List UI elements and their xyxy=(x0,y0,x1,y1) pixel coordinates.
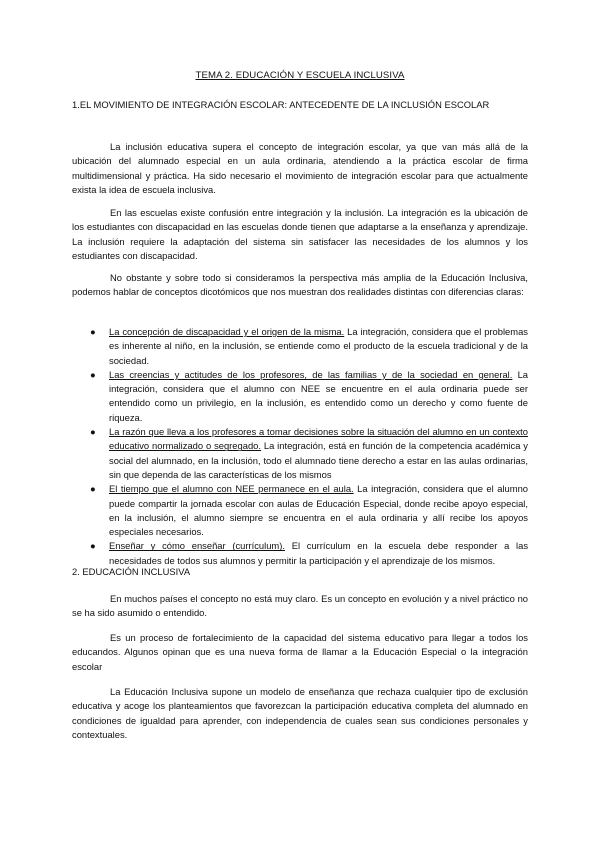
section-2-paragraph-3: La Educación Inclusiva supone un modelo de enseñanza que rechaza cualquier tipo de exclusión educativa y acoge los planteamientos que favorezcan la participación educativa completa del alumnado en condiciones de igualdad para aprender, con independencia de cuales sean sus condiciones personales y contextuales. xyxy=(72,686,528,740)
list-item xyxy=(72,325,528,368)
list-item-text: La integración, considera que el alumno con NEE se encuentre en el aula ordinaria puede ser entendido como un privilegio, en la inclusión, es entendido como un derecho y como fuente de riqueza. xyxy=(109,368,528,423)
list-item-lead: Las creencias y actitudes de los profesores, de las familias y de la sociedad en general. xyxy=(109,368,513,380)
section-2-paragraph-1: En muchos países el concepto no está muy claro. Es un concepto en evolución y a nivel práctico no se ha sido asumido o entendido. xyxy=(72,593,528,619)
section-1-heading: 1.EL MOVIMIENTO DE INTEGRACIÓN ESCOLAR: ANTECEDENTE DE LA INCLUSIÓN ESCOLAR xyxy=(72,99,490,110)
list-item xyxy=(72,425,528,482)
section-2-heading: 2. EDUCACIÓN INCLUSIVA xyxy=(72,566,191,577)
bullet-icon: ● xyxy=(90,426,96,438)
list-item-text: El currículum en la escuela debe responder a las necesidades de todos sus alumnos y permitir la participación y el aprendizaje de los mismos. xyxy=(109,540,529,566)
list-item xyxy=(72,539,528,568)
bullet-icon: ● xyxy=(90,326,96,337)
bullet-icon: ● xyxy=(90,483,96,495)
document-title: TEMA 2. EDUCACIÓN Y ESCUELA INCLUSIVA xyxy=(195,70,405,81)
list-item xyxy=(72,368,528,425)
list-item-lead: La concepción de discapacidad y el origen de la misma. xyxy=(109,326,345,337)
bullet-icon: ● xyxy=(90,540,96,552)
list-item-text: La integración, considera que el alumno puede compartir la jornada escolar con aulas de Educación Especial, donde recibe apoyo especial, en la inclusión, el alumno siempre se encuentra en el aula ordinaria y allí recibe los apoyos especiales necesarios. xyxy=(109,483,528,538)
list-item-text: La integración, está en función de la competencia académica y social del alumnado, en la inclusión, todo el alumnado tiene derecho a estar en las aulas ordinarias, sin que dependa de las características de los mismos xyxy=(109,440,528,480)
list-item-lead: El tiempo que el alumno con NEE permanece en el aula. xyxy=(109,483,354,495)
list-item-lead: Enseñar y cómo enseñar (currículum). xyxy=(109,540,285,552)
section-2-paragraph-2: Es un proceso de fortalecimiento de la capacidad del sistema educativo para llegar a todos los educandos. Algunos opinan que es una nueva forma de llamar a la Educación Especial o la integración escolar xyxy=(72,632,528,672)
section-1-paragraph-1: La inclusión educativa supera el concepto de integración escolar, ya que van más allá de la ubicación del alumnado especial en un aula ordinaria, atendiendo a la práctica escolar de firma multidimensional y práctica. Ha sido necesario el movimiento de integración escolar para que actualmente exista la idea de escuela inclusiva. xyxy=(72,141,528,195)
list-item xyxy=(72,482,528,539)
differences-list xyxy=(72,325,528,568)
section-1-paragraph-3: No obstante y sobre todo si consideramos la perspectiva más amplia de la Educación Inclusiva, podemos hablar de conceptos dicotómicos que nos muestran dos realidades distintas con diferencias claras: xyxy=(72,272,528,298)
section-1-paragraph-2: En las escuelas existe confusión entre integración y la inclusión. La integración es la ubicación de los estudiantes con discapacidad en las escuelas donde tienen que adaptarse a la enseñanza y aprendizaje. La inclusión requiere la adaptación del sistema sin satisfacer las necesidades de los alumnos y los estudiantes con discapacidad. xyxy=(72,207,528,261)
bullet-icon: ● xyxy=(90,368,96,380)
list-item-text: La integración, considera que el problemas es inherente al niño, en la inclusión, se entiende como el producto de la escuela tradicional y de la sociedad. xyxy=(109,326,528,366)
list-item-lead: La razón que lleva a los profesores a tomar decisiones sobre la situación del alumno en un contexto educativo normalizado o segregado. xyxy=(109,426,528,452)
